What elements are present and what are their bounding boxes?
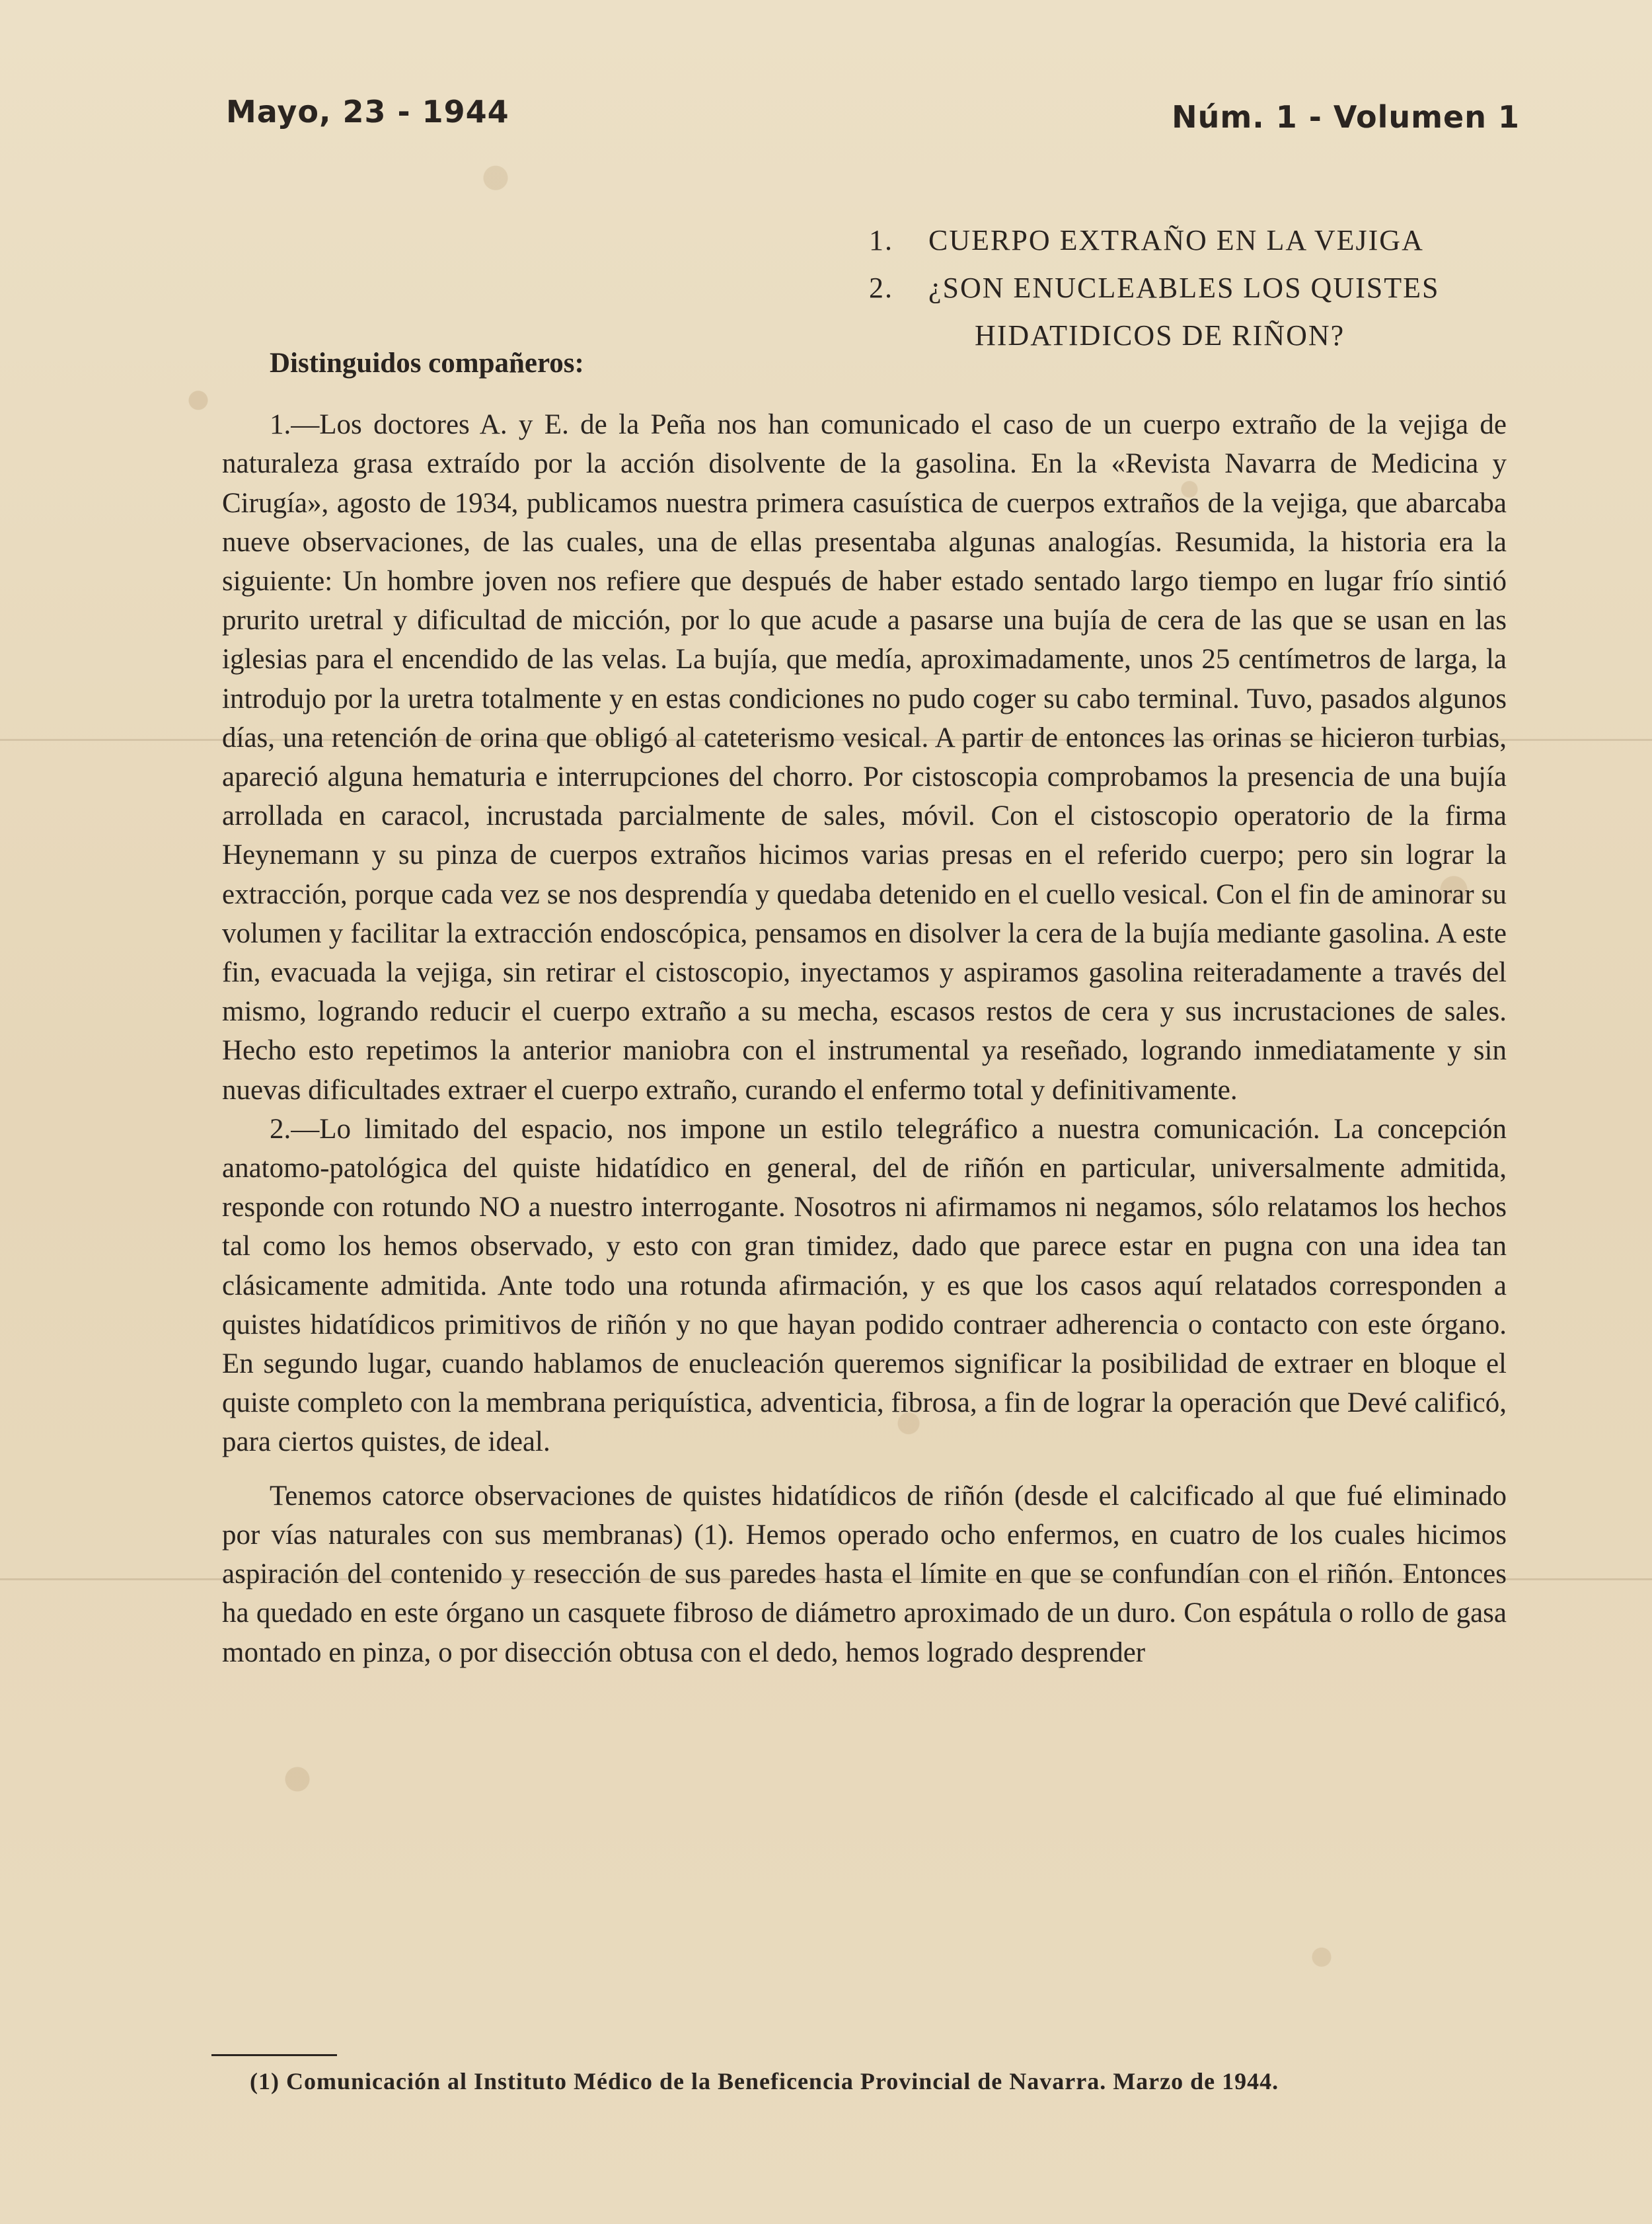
toc-item [869,264,1517,312]
toc-item-title: CUERPO EXTRAÑO EN LA VEJIGA [928,224,1424,256]
toc-item-title: ¿SON ENUCLEABLES LOS QUISTES [928,272,1440,304]
paragraph-hydatid-cysts: 2.—Lo limitado del espacio, nos impone un estilo telegráfico a nuestra comunicación. La concepción anatomo-patológica del quiste hidatídico en general, del de riñón en particular, universalmente admitida, responde con rotundo NO a nuestro interrogante. Nosotros ni afirmamos ni negamos, sólo relatamos los hechos tal como los hemos observado, y esto con gran timidez, dado que parece estar en pugna con una idea tan clásicamente admitida. Ante todo una rotunda afirmación, y es que los casos aquí relatados corresponden a quistes hidatídicos primitivos de riñón y no que hayan podido contraer adherencia o contacto con este órgano. En segundo lugar, cuando hablamos de enucleación queremos significar la posibilidad de extraer en bloque el quiste completo con la membrana periquística, adventicia, fibrosa, a fin de lograr la operación que Devé calificó, para ciertos quistes, de ideal. [222,1113,1507,1458]
toc-item-title-continued: HIDATIDICOS DE RIÑON? [975,319,1345,352]
toc-item [869,217,1517,264]
toc-item-number: 1. [869,224,893,256]
footnote: (1) Comunicación al Instituto Médico de la Beneficencia Provincial de Navarra. Marzo de 1944. [250,2068,1279,2094]
paragraph-foreign-body: 1.—Los doctores A. y E. de la Peña nos han comunicado el caso de un cuerpo extraño de la vejiga de naturaleza grasa extraído por la acción disolvente de la gasolina. En la «Revista Navarra de Medicina y Cirugía», agosto de 1934, publicamos nuestra primera casuística de cuerpos extraños de la vejiga, que abarcaba nueve observaciones, de las cuales, una de ellas presentaba algunas analogías. Resumida, la historia era la siguiente: Un hombre joven nos refiere que después de haber estado sentado largo tiempo en lugar frío sintió prurito uretral y dificultad de micción, por lo que acude a pasarse una bujía de cera de las que se usan en las iglesias para el encendido de las velas. La bujía, que medía, aproximadamente, unos 25 centímetros de larga, la introdujo por la uretra totalmente y en estas condiciones no pudo coger su cabo terminal. Tuvo, pasados algunos días, una retención de orina que obligó al cateterismo vesical. A partir de entonces las orinas se hicieron turbias, apareció alguna hematuria e interrupciones del chorro. Por cistoscopia comprobamos la presencia de una bujía arrollada en caracol, incrustada parcialmente de sales, móvil. Con el cistoscopio operatorio de la firma Heynemann y su pinza de cuerpos extraños hicimos varias presas en el referido cuerpo; pero sin lograr la extracción, porque cada vez se nos desprendía y quedaba detenido en el cuello vesical. Con el fin de aminorar su volumen y facilitar la extracción endoscópica, pensamos en disolver la cera de la bujía mediante gasolina. A este fin, evacuada la vejiga, sin retirar el cistoscopio, inyectamos y aspiramos gasolina reiteradamente a través del mismo, logrando reducir el cuerpo extraño a su mecha, escasos restos de cera y sus incrustaciones de sales. Hecho esto repetimos la anterior maniobra con el instrumental ya reseñado, logrando inmediatamente y sin nuevas dificultades extraer el cuerpo extraño, curando el enfermo total y definitivamente. [222,409,1507,1106]
issue-date: Mayo, 23 - 1944 [226,94,509,130]
salutation: Distinguidos compañeros: [270,348,584,379]
issue-number: Núm. 1 - Volumen 1 [1172,99,1520,135]
footnote-divider [211,2054,337,2056]
article-body [222,344,1507,1672]
toc-item-number: 2. [869,272,893,304]
paragraph-observations: Tenemos catorce observaciones de quistes hidatídicos de riñón (desde el calcificado al que fué eliminado por vías naturales con sus membranas) (1). Hemos operado ocho enfermos, en cuatro de los cuales hicimos aspiración del contenido y resección de sus paredes hasta el límite en que se confundían con el riñón. Entonces ha quedado en este órgano un casquete fibroso de diámetro aproximado de un duro. Con espátula o rollo de gasa montado en pinza, o por disección obtusa con el dedo, hemos logrado desprender [222,1480,1507,1668]
table-of-contents [869,217,1517,360]
